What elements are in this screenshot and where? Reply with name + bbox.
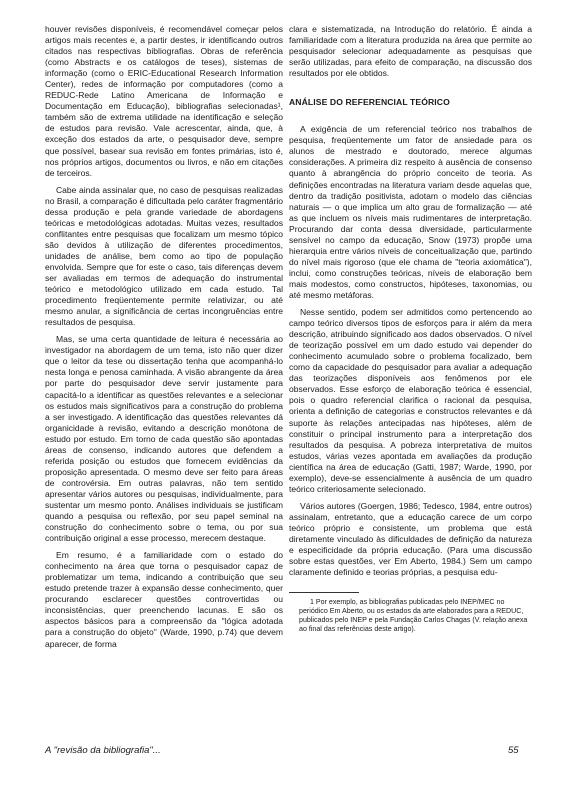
page-number: 55 [508,745,519,756]
right-intro-paragraph: clara e sistematizada, na Introdução do relatório. É ainda a familiaridade com a literatura produzida na área que permite ao pesquisador selecionar adequadamente as pesquisas que serão utilizadas, para efeito de comparação, na discussão dos resultados por ele obtidos. [289,24,532,79]
footnote-divider [289,592,359,593]
right-paragraph-2: Nesse sentido, podem ser admitidos como pertencendo ao campo teórico diversos tipos de esforços para ir além da mera descrição, atribuindo significado aos dados observados. O nível de teorização possível em um dado estudo vai depender do conhecimento acumulado sobre o problema focalizado, bem como da capacidade do pesquisador para avaliar a adequação das teorizações disponíveis aos fenômenos por ele observados. Esse esforço de elaboração teórica é essencial, pois o quadro referencial clarifica o racional da pesquisa, orienta a definição de categorias e constructos relevantes e dá suporte às relações antecipadas nas hipóteses, além de constituir o principal instrumento para a interpretação dos resultados da pesquisa. A pobreza interpretativa de muitos estudos, várias vezes apontada em avaliações da produção científica na área de educação (Gatti, 1987; Warde, 1990, por exemplo), deve-se essencialmente à ausência de um quadro teórico criteriosamente selecionado. [289,307,532,494]
section-heading: ANÁLISE DO REFERENCIAL TEÓRICO [289,97,450,108]
left-paragraph-2: Cabe ainda assinalar que, no caso de pesquisas realizadas no Brasil, a comparação é dificultada pelo caráter fragmentário dessa produção e pela grande variedade de abordagens teóricas e metodológicas adotadas. Muitas vezes, resultados conflitantes entre pesquisas que focalizam um mesmo tópico são devidos à utilização de diferentes procedimentos, unidades de análise, bem como ao tipo de população envolvida. Sempre que for este o caso, tais diferenças devem ser avaliadas em termos de adequação do instrumental teórico e metodológico utilizado em cada estudo. Tal procedimento freqüentemente permite relativizar, ou até mesmo anular, a significância de certas incongruências entre resultados de pesquisa. [45,184,284,328]
left-paragraph-3: Mas, se uma certa quantidade de leitura é necessária ao investigador na abordagem de um tema, isto não quer dizer que o leitor da tese ou dissertação tenha que acompanhá-lo nesta longa e penosa caminhada. A visão abrangente da área por parte do pesquisador deve servir justamente para capacitá-lo a identificar as questões relevantes e a selecionar os estudos mais significativos para a construção do problema a ser investigado. A identificação das questões relevantes dá organicidade à revisão, evitando a descrição monótona de estudo por estudo. Em torno de cada questão são apontadas áreas de consenso, indicando autores que defendem a referida posição ou estudos que fornecem evidências da proposição apresentada. O mesmo deve ser feito para áreas de controvérsia. Em outras palavras, não tem sentido apresentar vários autores ou pesquisas, individualmente, para sustentar um mesmo ponto. Análises individuais se justificam quando a pesquisa ou reflexão, por seu papel seminal na construção do conhecimento sobre o tema, ou por sua contribuição original a esse processo, merecem destaque. [45,334,283,544]
left-paragraph-1: houver revisões disponíveis, é recomendável começar pelos artigos mais recentes e, a partir destes, ir identificando outros citados nas respectivas bibliografias. Obras de referência (como Abstracts e os catálogos de teses), sistemas de informação (como o ERIC-Educational Research Information Center), redes de informação por computadores (como a REDUC-Rede Latino Americana de Informação e Documentação em Educação), bibliografias selecionadas¹, também são de extrema utilidade na identificação e seleção de estudos para revisão. Vale acrescentar, ainda, que, à exceção dos estados da arte, o pesquisador deve, sempre que possível, basear sua revisão em fontes primárias, isto é, nos próprios artigos, documentos ou livros, e não em citações de terceiros. [45,24,283,178]
footnote: 1 Por exemplo, as bibliografias publicadas pelo INEP/MEC no periódico Em Aberto, ou os estados da arte elaborados para a REDUC, publicados pelo INEP e pela Fundação Carlos Chagas (V. relação anexa ao final das referências deste artigo). [299,598,528,634]
left-paragraph-4: Em resumo, é a familiaridade com o estado do conhecimento na área que torna o pesquisador capaz de problematizar um tema, indicando a contribuição que seu estudo pretende trazer à expansão desse conhecimento, quer procurando esclarecer questões controvertidas ou inconsistências, quer preenchendo lacunas. E são os aspectos básicos para a compreensão da "lógica adotada para a construção do objeto" (Warde, 1990, p.74) que devem aparecer, de forma [45,550,283,649]
right-paragraph-3: Vários autores (Goergen, 1986; Tedesco, 1984, entre outros) assinalam, entretanto, que a educação carece de um corpo teórico próprio e consistente, um problema que está diretamente vinculado às dificuldades de definição da natureza e especificidade da própria educação. (Para uma discussão sobre estas questões, ver Em Aberto, 1984.) Sem um campo claramente definido e teorias próprias, a pesquisa edu- [289,500,532,578]
left-column [45,24,283,656]
right-paragraph-1: A exigência de um referencial teórico nos trabalhos de pesquisa, freqüentemente um fator de ansiedade para os alunos de mestrado e doutorado, merece algumas considerações. A primeira diz respeito à ausência de consenso quanto à abrangência do próprio conceito de teoria. As definições encontradas na literatura variam desde aquelas que, dentro da tradição positivista, adotam o modelo das ciências naturais — o que implica um alto grau de formalização — até as que incluem os níveis mais rudimentares de interpretação. Procurando dar conta dessa diversidade, particularmente sensível no campo da educação, Snow (1973) propõe uma hierarquia entre vários níveis de conceitualização que, partindo do nível mais rigoroso (que ele chama de "teoria axiomática"), inclui, como construções teóricas, níveis de elaboração bem mais modestos, como constructos, hipóteses, taxonomias, ou até mesmo metáforas. [289,124,532,300]
running-title: A "revisão da bibliografia"... [45,745,161,756]
right-column [289,24,532,640]
